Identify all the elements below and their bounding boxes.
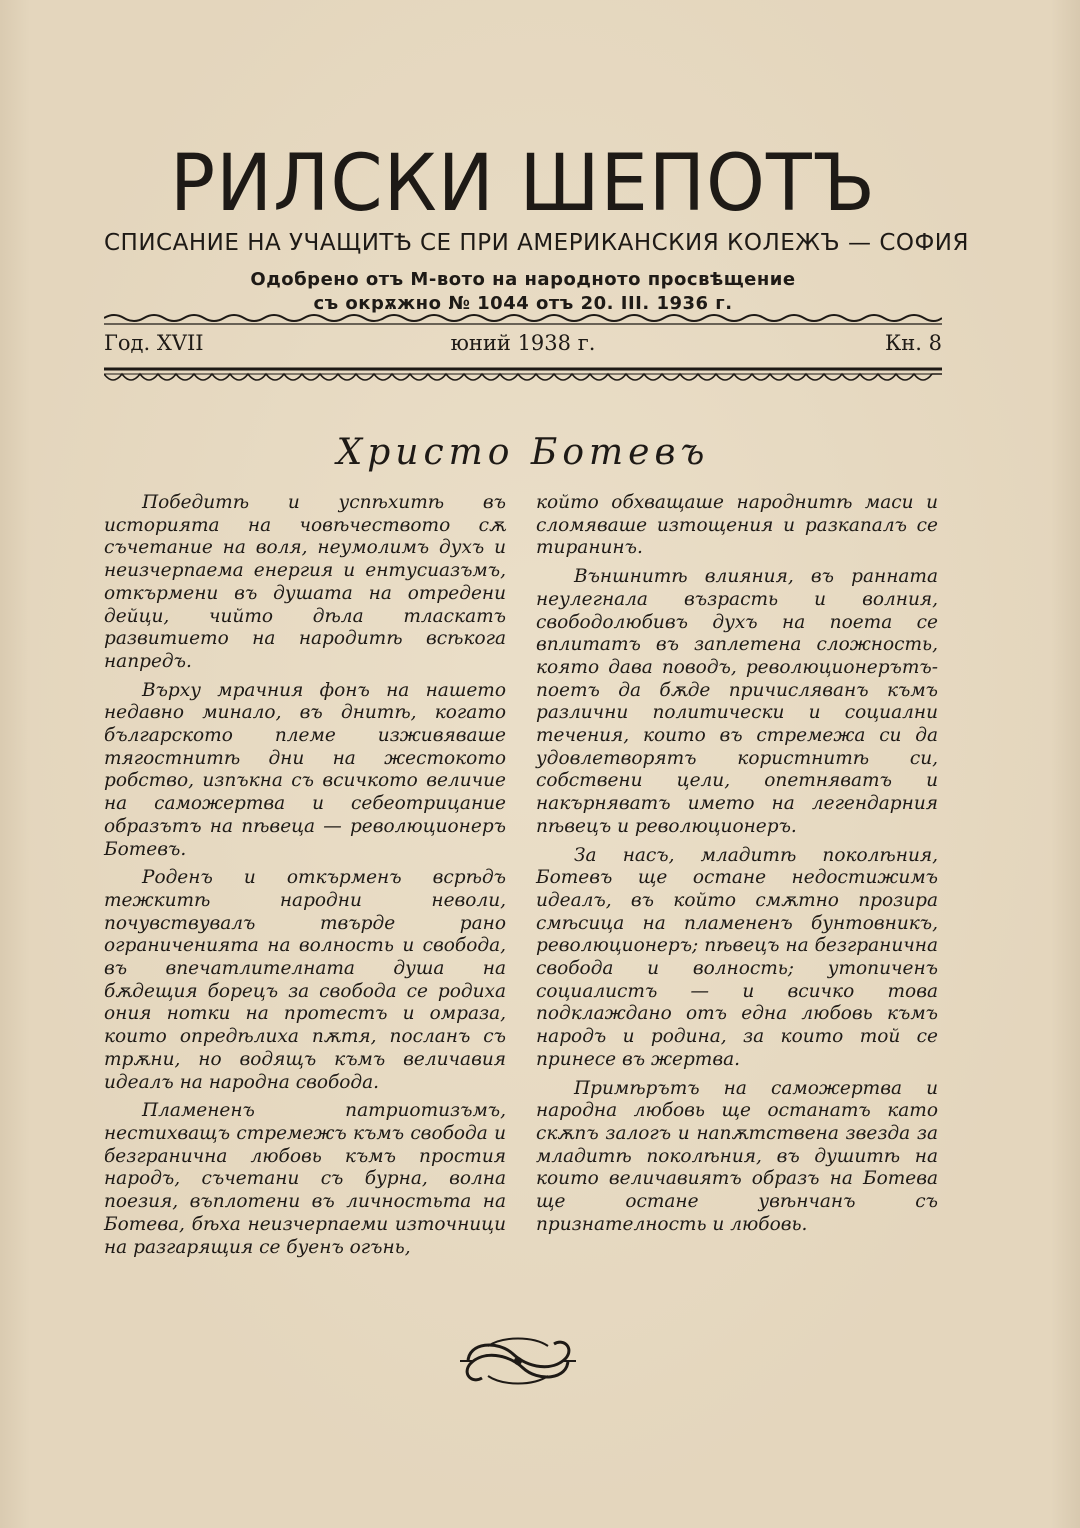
paragraph: За насъ, младитѣ поколѣния, Ботевъ ще остане недостижимъ идеалъ, въ който смѫтно прозира смѣсица на пламененъ бунтовникъ, революционеръ; пѣвецъ на безгранична свобода и волность; утопиченъ социалистъ — и всичко това подклаждано отъ една любовь къмъ народъ и родина, за които той се принесе въ жертва. — [536, 844, 938, 1070]
paragraph-continued: който обхващаше народнитѣ маси и сломяваше изтощения и разкапалъ се тиранинъ. — [536, 492, 938, 559]
right-column — [536, 492, 938, 1243]
paragraph: Външнитѣ влияния, въ ранната неулегнала възрасть и волния, свободолюбивъ духъ на поета се вплитатъ въ заплетена сложность, която дава поводъ, революционерътъ-поетъ да бѫде причисляванъ къмъ различни политически и социални течения, които въ стремежа си да удовлетворятъ користнитѣ си, собствени цели, опетняватъ и накърняватъ името на легендарния пѣвецъ и революционеръ. — [536, 566, 938, 837]
approval-line-1: Одобрено отъ М-вото на народното просвѣщение — [250, 269, 796, 290]
issue-info — [104, 331, 942, 361]
article-body — [104, 492, 942, 1292]
paragraph: Роденъ и откърменъ всрѣдъ тежкитѣ народни неволи, почувствувалъ твърде рано ограниченията на волность и свобода, въ впечатлителната душа на бѫдещия борецъ за свобода се родиха ония нотки на протестъ и омраза, които опредѣлиха пѫтя, посланъ съ трѫни, но водящъ къмъ величавия идеалъ на народна свобода. — [104, 867, 506, 1093]
issue-volume: Год. XVII — [104, 331, 204, 355]
approval-line-2: съ окрѫжно № 1044 отъ 20. III. 1936 г. — [313, 293, 733, 314]
left-column — [104, 492, 506, 1265]
magazine-title: РИЛСКИ ШЕПОТЪ — [170, 139, 876, 229]
paragraph: Върху мрачния фонъ на нашето недавно минало, въ днитѣ, когато българското племе изживяваше тягостнитѣ дни на жестокото робство, изпъкна съ всичкото величие на саможертва и себеотрицание образътъ на пѣвеца — революционеръ Ботевъ. — [104, 679, 506, 860]
paragraph: Пламененъ патриотизъмъ, нестихващъ стремежъ къмъ свобода и безгранична любовь къмъ простия народъ, съчетани съ бурна, волна поезия, въплотени въ личностьта на Ботева, бѣха неизчерпаеми източници на разгарящия се буенъ огънь, — [104, 1100, 506, 1258]
issue-number: Кн. 8 — [885, 331, 942, 355]
wavy-rule-top — [104, 312, 942, 328]
article-title: Христо Ботевъ — [336, 432, 710, 473]
paragraph: Победитѣ и успѣхитѣ въ историята на човѣчеството сѫ съчетание на воля, неумолимъ духъ и неизчерпаема енергия и ентусиазъмъ, откърмени въ душата на отредени дейци, чийто дѣла тласкатъ развитието на народитѣ всѣкога напредъ. — [104, 492, 506, 672]
masthead — [104, 139, 969, 316]
approval-notice — [104, 268, 942, 316]
tailpiece-ornament-icon — [458, 1332, 578, 1390]
ornamental-rule-bottom — [104, 366, 942, 388]
paragraph: Примѣрътъ на саможертва и народна любовь ще останатъ като скѫпъ залогъ и напѫтствена звезда за младитѣ поколѣния, въ душитѣ на които величавиятъ образъ на Ботева ще остане увѣнчанъ съ признателность и любовь. — [536, 1077, 938, 1235]
magazine-subtitle: СПИСАНИЕ НА УЧАЩИТѢ СЕ ПРИ АМЕРИКАНСКИЯ КОЛЕЖЪ — СОФИЯ — [104, 230, 969, 256]
issue-date: юний 1938 г. — [450, 331, 596, 355]
